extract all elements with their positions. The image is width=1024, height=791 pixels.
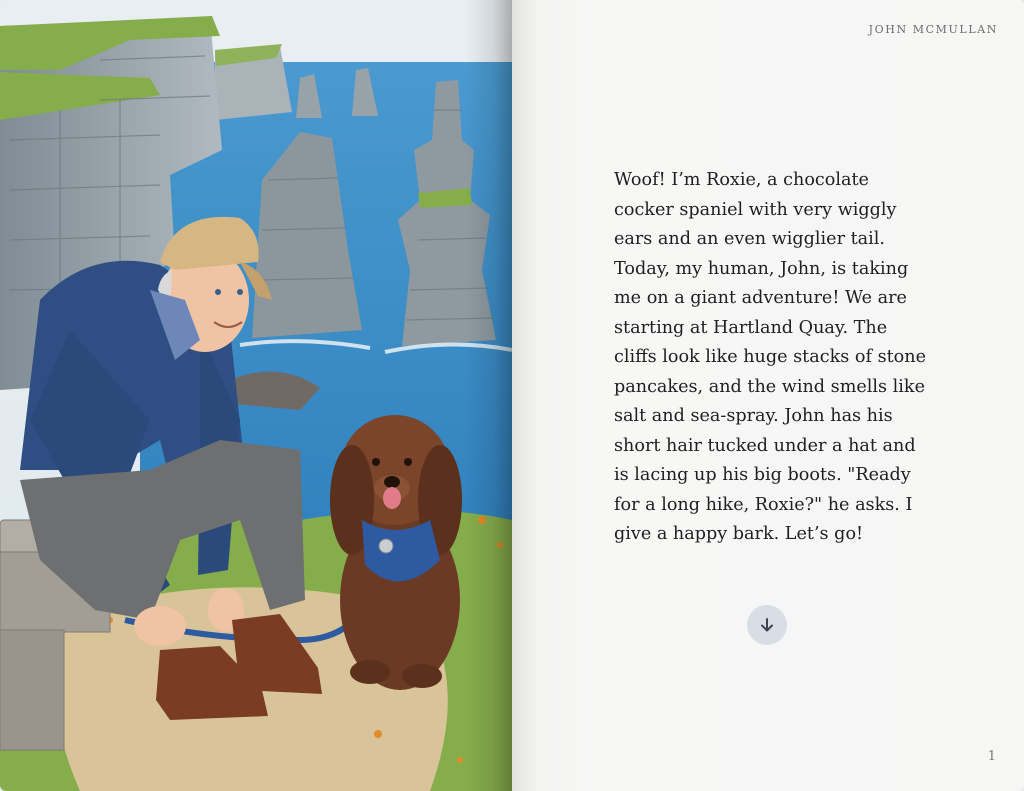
author-header: JOHN MCMULLAN [868,23,998,36]
story-text: Woof! I’m Roxie, a chocolate cocker spaniel with very wiggly ears and an even wigglier tail. Today, my human, John, is taking me on a giant adventure! We are starting at Hartland Quay. The cliffs look like huge stacks of stone pancakes, and the wind smells like salt and sea-spray. John has his short hair tucked under a hat and is lacing up his big boots. "Ready for a long hike, Roxie?" he asks. I give a happy bark. Let’s go! [614,170,926,544]
arrow-down-icon [758,616,776,634]
next-page-button[interactable] [747,605,787,645]
right-page [512,0,1024,791]
page-number: 1 [987,749,996,764]
